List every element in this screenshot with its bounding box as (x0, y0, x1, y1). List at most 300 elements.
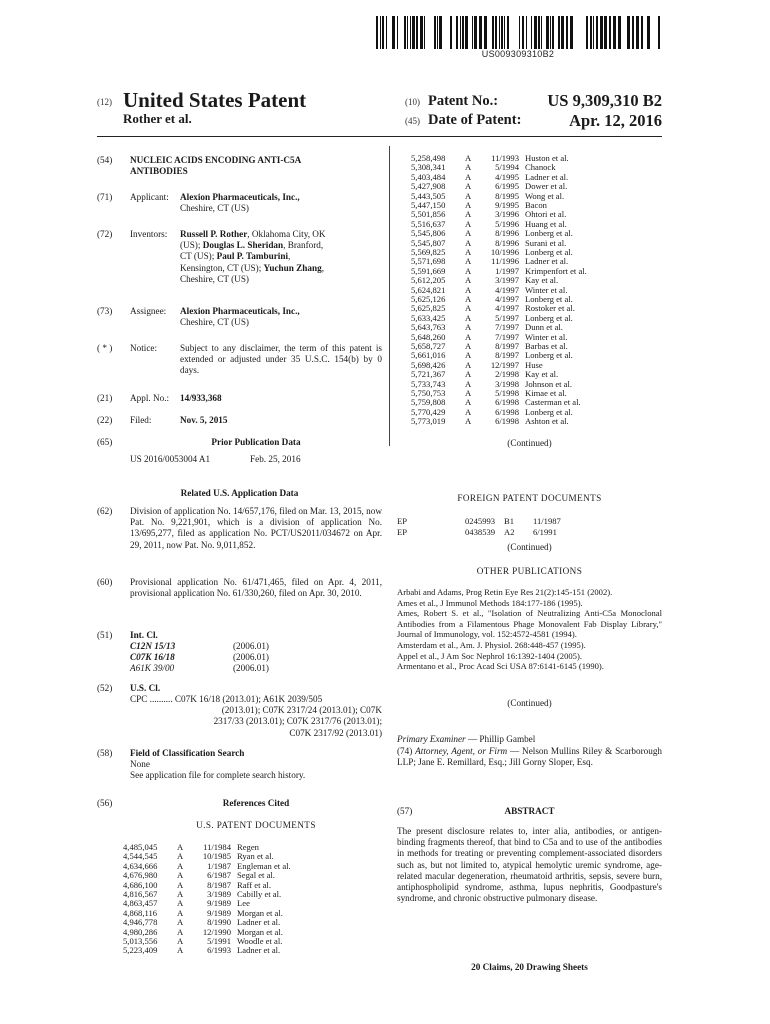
barcode-bar (546, 16, 549, 49)
ref-date: 5/1998 (495, 388, 519, 398)
foreign-number: 0245993 (465, 516, 496, 526)
publication-entry: Ames, Robert S. et al., "Isolation of Neutralizing Anti-C5a Monoclonal Antibodies from a Filamentous Phage Monovalent Fab Display Library," Journal of Immunology, vol. 152:4572-4581 (1994). (397, 608, 662, 640)
ref-number: 5,770,429 (411, 406, 446, 417)
ref-date: 3/1997 (495, 275, 519, 286)
ref-inventor: Rostoker et al. (525, 303, 575, 314)
barcode-bar (613, 16, 616, 49)
field-label: Inventors: (130, 229, 168, 239)
ref-date: 8/1997 (495, 350, 519, 361)
ref-date: 10/1985 (202, 851, 231, 862)
ref-date: 8/1990 (207, 917, 231, 928)
ref-kind: A (177, 926, 184, 937)
ref-number: 5,013,556 (123, 936, 158, 946)
attorney-agent (397, 746, 662, 768)
claims-summary: 20 Claims, 20 Drawing Sheets (471, 962, 588, 972)
barcode-bar (550, 16, 551, 49)
ref-kind: A (465, 209, 472, 220)
ref-kind: A (465, 162, 472, 173)
foreign-date: 6/1991 (533, 526, 557, 537)
int-cl-class: C07K 16/18 (130, 652, 175, 663)
ref-kind: A (465, 200, 472, 210)
kind-code-10: (10) (405, 97, 420, 107)
ref-date: 9/1995 (495, 200, 519, 210)
ref-number: 5,403,484 (411, 171, 446, 182)
search-label: Field of Classification Search (130, 748, 245, 758)
ref-date: 12/1990 (202, 926, 231, 937)
foreign-country: EP (397, 526, 408, 537)
ref-date: 8/1997 (495, 341, 519, 351)
foreign-doc-row (397, 516, 662, 527)
ref-number: 5,612,205 (411, 275, 446, 286)
prior-pub-date: Feb. 25, 2016 (250, 454, 301, 464)
ref-kind: A (465, 388, 472, 398)
ref-date: 11/1984 (203, 842, 231, 852)
barcode-bar (558, 16, 560, 49)
barcode-bar (462, 16, 464, 49)
publication-entry: Appel et al., J Am Soc Nephrol 16:1392-1404 (2005). (397, 650, 582, 661)
us-patent-docs-heading: U.S. PATENT DOCUMENTS (196, 820, 316, 830)
ref-kind: A (465, 359, 472, 370)
ref-number: 5,661,016 (411, 350, 446, 361)
foreign-kind: B1 (504, 516, 515, 526)
other-publications-list (397, 587, 662, 672)
ref-number: 5,308,341 (411, 162, 446, 173)
foreign-number: 0438539 (465, 526, 496, 537)
barcode-bar (382, 16, 384, 49)
ref-kind: A (177, 889, 184, 899)
field-code: (73) (97, 306, 113, 316)
invention-title (130, 155, 301, 177)
patent-number: US 9,309,310 B2 (547, 91, 662, 110)
field-code: (56) (97, 798, 113, 808)
ref-date: 8/1987 (207, 879, 231, 890)
field-label: Appl. No.: (130, 393, 170, 403)
ref-number: 5,648,260 (411, 331, 446, 342)
ref-kind: A (465, 284, 472, 295)
foreign-date: 11/1987 (533, 516, 561, 526)
ref-date: 10/1996 (490, 247, 519, 257)
kind-code-12: (12) (97, 97, 112, 107)
attorney-text: — Nelson Mullins Riley & Scarborough LLP; Jane E. Remillard, Esq.; Jill Gorny Sloper, Esq. (397, 746, 663, 768)
ref-inventor: Raff et al. (237, 879, 271, 890)
field-code: (71) (97, 192, 113, 202)
assignee-location: Cheshire, CT (US) (180, 317, 249, 328)
barcode-bar (632, 16, 634, 49)
ref-kind: A (465, 181, 472, 192)
ref-kind: A (465, 406, 472, 417)
barcode-bar (526, 16, 527, 49)
ref-number: 5,698,426 (411, 359, 446, 370)
ref-kind: A (465, 256, 472, 267)
ref-date: 3/1998 (495, 378, 519, 389)
ref-date: 11/1996 (491, 256, 519, 267)
ref-date: 5/1996 (495, 218, 519, 229)
barcode-bar (504, 16, 505, 49)
inventor-name: Douglas L. Sheridan (202, 240, 284, 251)
ref-inventor: Morgan et al. (237, 926, 283, 937)
barcode-bar (507, 16, 509, 49)
ref-kind: A (465, 153, 472, 163)
ref-number: 5,633,425 (411, 312, 446, 323)
ref-number: 5,750,753 (411, 388, 446, 398)
barcode-bar (460, 16, 461, 49)
examiner-name: Phillip Gambel (479, 734, 536, 744)
invention-title-line: ANTIBODIES (130, 166, 188, 177)
inventor-location: , (321, 262, 324, 273)
search-none: None (130, 759, 150, 769)
prior-pub-number: US 2016/0053004 A1 (130, 454, 211, 464)
field-label: Applicant: (130, 192, 169, 202)
division-text: Division of application No. 14/657,176, filed on Mar. 13, 2015, now Pat. No. 9,221,901, which is a division of application No. 13/695,277, filed as application No. PCT/US2011/034672 on Apr. 29, 2011, now Pat. No. 9,011,852. (130, 506, 382, 550)
ref-number: 4,863,457 (123, 898, 158, 909)
examiner-dash: — (465, 734, 480, 744)
inventor-name: Russell P. Rother (180, 229, 248, 239)
barcode-bar (627, 16, 630, 49)
ref-kind: A (465, 265, 472, 276)
ref-number: 5,759,808 (411, 397, 446, 408)
ref-kind: A (465, 247, 472, 257)
ref-number: 5,571,698 (411, 256, 446, 267)
barcode-bar (538, 16, 540, 49)
related-heading: Related U.S. Application Data (180, 488, 299, 498)
patent-office-title: United States Patent (123, 88, 307, 112)
ref-kind: A (465, 237, 472, 248)
ref-number: 5,733,743 (411, 378, 446, 389)
barcode-bar (386, 16, 387, 49)
int-cl-version: (2006.01) (233, 663, 269, 674)
ref-date: 11/1993 (491, 153, 519, 163)
barcode-bar (380, 16, 381, 49)
ref-kind: A (177, 945, 184, 956)
ref-kind: A (465, 341, 472, 351)
examiner-label: Primary Examiner (397, 734, 466, 744)
barcode-bar (484, 16, 487, 49)
provisional-text: Provisional application No. 61/471,465, filed on Apr. 4, 2011, provisional application No. 61/330,260, filed on Apr. 30, 2010. (130, 577, 382, 599)
ref-number: 5,721,367 (411, 369, 446, 380)
patent-no-label: Patent No.: (428, 93, 499, 109)
int-cl-version: (2006.01) (233, 652, 269, 663)
ref-kind: A (465, 378, 472, 389)
ref-date: 1/1997 (495, 265, 519, 276)
ref-number: 5,258,498 (411, 153, 446, 163)
barcode-bar (392, 16, 395, 49)
barcode-bar (404, 16, 406, 49)
ref-inventor: Bacon (525, 200, 547, 210)
continued-note: (Continued) (507, 438, 552, 448)
patent-date: Apr. 12, 2016 (569, 111, 662, 130)
inventor-location: Kensington, CT (US); (180, 262, 264, 273)
ref-date: 7/1997 (495, 331, 519, 342)
publication-entry: Ames et al., J Immunol Methods 184:177-186 (1995). (397, 597, 583, 608)
ref-kind: A (177, 917, 184, 928)
barcode-bar (590, 16, 592, 49)
ref-inventor: Ladner et al. (525, 171, 569, 182)
ref-date: 5/1997 (495, 312, 519, 323)
ref-kind: A (177, 907, 184, 918)
field-code: (60) (97, 577, 113, 587)
ref-inventor: Kay et al. (525, 369, 559, 380)
barcode-number: US009309310B2 (481, 49, 555, 59)
search-history: See application file for complete search history. (130, 770, 306, 780)
ref-number: 5,427,908 (411, 181, 446, 192)
ref-inventor: Lee (237, 898, 250, 909)
barcode-bar (618, 16, 621, 49)
foreign-country: EP (397, 516, 408, 526)
barcode-bar (465, 16, 468, 49)
barcode-bar (439, 16, 442, 49)
cpc-line: (2013.01); C07K 2317/24 (2013.01); C07K (221, 705, 382, 716)
barcode-bar (658, 16, 660, 49)
ref-inventor: Lonberg et al. (525, 228, 573, 239)
ref-inventor: Lonberg et al. (525, 406, 573, 417)
column-divider (389, 146, 390, 446)
abstract-heading: ABSTRACT (504, 806, 555, 816)
ref-number: 5,447,150 (411, 200, 446, 210)
ref-inventor: Lonberg et al. (525, 294, 573, 304)
ref-number: 5,545,807 (411, 237, 446, 248)
applicant-name: Alexion Pharmaceuticals, Inc., (180, 192, 300, 202)
date-label: Date of Patent: (428, 112, 522, 128)
ref-date: 6/1993 (207, 945, 231, 956)
barcode-bar (397, 16, 398, 49)
barcode-bar (636, 16, 639, 49)
ref-inventor: Huston et al. (525, 153, 569, 163)
inventor-location: (US); (180, 240, 203, 251)
barcode-bar (522, 16, 524, 49)
field-code: (65) (97, 437, 113, 447)
header-rule (97, 136, 662, 137)
barcode-bar (561, 16, 564, 49)
barcode-bar (641, 16, 643, 49)
ref-date: 8/1996 (495, 237, 519, 248)
inventor-location: , (288, 251, 291, 262)
field-code: (62) (97, 506, 113, 516)
ref-inventor: Johnson et al. (525, 378, 573, 389)
continued-note: (Continued) (507, 698, 552, 708)
ref-inventor: Ashton et al. (525, 416, 569, 427)
cpc-line: C07K 2317/92 (2013.01) (289, 727, 382, 738)
ref-inventor: Dunn et al. (525, 322, 563, 333)
ref-number: 5,223,409 (123, 945, 158, 956)
field-code: (74) (397, 746, 413, 756)
inventor-short: Rother et al. (123, 111, 192, 126)
ref-date: 3/1989 (207, 889, 231, 899)
barcode-bar (593, 16, 594, 49)
barcode-bar (472, 16, 473, 49)
other-publications-heading: OTHER PUBLICATIONS (476, 566, 583, 576)
ref-kind: A (465, 350, 472, 361)
cpc-line: 2317/33 (2013.01); C07K 2317/76 (2013.01); (213, 716, 382, 727)
filed-date: Nov. 5, 2015 (180, 415, 228, 425)
ref-inventor: Lonberg et al. (525, 350, 573, 361)
ref-kind: A (465, 275, 472, 286)
ref-date: 6/1998 (495, 406, 519, 417)
int-cl-version: (2006.01) (233, 641, 269, 651)
ref-inventor: Barbas et al. (525, 341, 568, 351)
ref-number: 5,625,825 (411, 303, 446, 314)
ref-inventor: Casterman et al. (525, 397, 581, 408)
ref-number: 4,686,100 (123, 879, 158, 890)
field-code: (54) (97, 155, 113, 165)
barcode-bar (492, 16, 494, 49)
ref-inventor: Engleman et al. (237, 860, 291, 871)
barcode-bar (531, 16, 532, 49)
barcode-bar (570, 16, 573, 49)
ref-kind: A (177, 936, 184, 946)
barcode-bar (609, 16, 611, 49)
inventor-location: Cheshire, CT (US) (180, 273, 249, 284)
ref-kind: A (465, 397, 472, 408)
ref-kind: A (465, 322, 472, 333)
int-cl-label: Int. Cl. (130, 630, 158, 640)
barcode-bar (424, 16, 425, 49)
barcode-bar (541, 16, 542, 49)
cpc-line: CPC .......... C07K 16/18 (2013.01); A61K 2039/505 (130, 694, 323, 704)
barcode-bar (420, 16, 423, 49)
barcode-bar (412, 16, 415, 49)
ref-date: 6/1987 (207, 870, 231, 881)
inventor-location: , Branford, (283, 240, 324, 251)
ref-number: 5,516,637 (411, 218, 446, 229)
ref-number: 4,634,666 (123, 860, 158, 871)
ref-inventor: Regen (237, 842, 259, 852)
ref-date: 7/1997 (495, 322, 519, 333)
barcode-bar (474, 16, 477, 49)
ref-date: 8/1996 (495, 228, 519, 239)
field-code: (57) (397, 806, 413, 816)
us-cl-label: U.S. Cl. (130, 683, 161, 693)
ref-inventor: Ladner et al. (525, 256, 569, 267)
field-code: (58) (97, 748, 113, 758)
ref-inventor: Ladner et al. (237, 945, 281, 956)
barcode-bar (552, 16, 554, 49)
ref-kind: A (465, 331, 472, 342)
ref-number: 4,816,567 (123, 889, 158, 899)
ref-date: 3/1996 (495, 209, 519, 220)
ref-number: 4,676,980 (123, 870, 158, 881)
field-code: (52) (97, 683, 113, 693)
ref-date: 1/1987 (207, 860, 231, 871)
primary-examiner (397, 734, 662, 745)
ref-number: 4,868,116 (123, 907, 158, 918)
inventor-location: , Oklahoma City, OK (247, 229, 326, 239)
barcode-bar (410, 16, 411, 49)
ref-number: 5,658,727 (411, 341, 446, 351)
ref-inventor: Lonberg et al. (525, 247, 573, 257)
ref-inventor: Cabilly et al. (237, 889, 282, 899)
ref-kind: A (465, 416, 472, 427)
barcode-image (376, 16, 660, 49)
ref-kind: A (177, 851, 184, 862)
barcode-bar (586, 16, 588, 49)
ref-kind: A (465, 218, 472, 229)
ref-kind: A (465, 369, 472, 380)
ref-date: 4/1997 (495, 294, 519, 304)
field-code: ( * ) (97, 343, 113, 353)
foreign-docs-list (397, 516, 662, 537)
ref-date: 5/1994 (495, 162, 519, 173)
ref-inventor: Ohtori et al. (525, 209, 567, 220)
barcode-bar (499, 16, 500, 49)
foreign-kind: A2 (504, 526, 515, 537)
barcode-bar (519, 16, 520, 49)
barcode-bar (407, 16, 408, 49)
ref-number: 5,569,825 (411, 247, 446, 257)
ref-kind: A (465, 190, 472, 201)
foreign-docs-heading: FOREIGN PATENT DOCUMENTS (457, 493, 602, 503)
field-code: (22) (97, 415, 113, 425)
barcode-bar (437, 16, 438, 49)
ref-inventor: Wong et al. (525, 190, 565, 201)
inventor-name: Yuchun Zhang (263, 262, 322, 273)
barcode-bar (416, 16, 418, 49)
ref-kind: A (465, 303, 472, 314)
int-cl-class: C12N 15/13 (130, 641, 176, 651)
ref-number: 5,591,669 (411, 265, 446, 276)
ref-date: 4/1995 (495, 171, 519, 182)
ref-inventor: Winter et al. (525, 331, 568, 342)
ref-kind: A (177, 898, 184, 909)
ref-date: 2/1998 (495, 369, 519, 380)
ref-date: 8/1995 (495, 190, 519, 201)
ref-inventor: Krimpenfort et al. (525, 265, 587, 276)
assignee-name: Alexion Pharmaceuticals, Inc., (180, 306, 300, 316)
ref-kind: A (465, 171, 472, 182)
publication-entry: Armentano et al., Proc Acad Sci USA 87:6141-6145 (1990). (397, 661, 604, 672)
ref-kind: A (465, 228, 472, 239)
ref-kind: A (177, 870, 184, 881)
barcode-bar (495, 16, 497, 49)
barcode-bar (501, 16, 503, 49)
int-cl-class: A61K 39/00 (130, 663, 175, 674)
notice-text: Subject to any disclaimer, the term of this patent is extended or adjusted under 35 U.S.C. 154(b) by 0 days. (180, 343, 382, 376)
attorney-label: Attorney, Agent, or Firm (415, 746, 508, 756)
continued-note: (Continued) (507, 542, 552, 552)
publication-entry: Amsterdam et al., Am. J. Physiol. 268:448-457 (1995). (397, 639, 586, 650)
ref-inventor: Huang et al. (525, 218, 567, 229)
field-code: (21) (97, 393, 113, 403)
ref-number: 5,625,126 (411, 294, 446, 304)
ref-date: 9/1989 (207, 907, 231, 918)
ref-date: 6/1998 (495, 397, 519, 408)
barcode-bar (600, 16, 603, 49)
ref-kind: A (465, 294, 472, 304)
ref-number: 4,544,545 (123, 851, 158, 862)
ref-number: 5,443,505 (411, 190, 446, 201)
ref-number: 5,643,763 (411, 322, 446, 333)
barcode-bar (434, 16, 436, 49)
ref-date: 4/1997 (495, 303, 519, 314)
inventor-name: Paul P. Tamburini (216, 251, 288, 262)
inventor-location: CT (US); (180, 251, 217, 262)
ref-inventor: Dower et al. (525, 181, 568, 192)
ref-number: 4,946,778 (123, 917, 158, 928)
ref-inventor: Winter et al. (525, 284, 568, 295)
applicant-location: Cheshire, CT (US) (180, 203, 249, 214)
abstract-text: The present disclosure relates to, inter alia, antibodies, or antigen-binding fragments thereof, that bind to C5a and to use of the antibodies in methods for treating or preventing complement-associated disorders such as, but not limited to, atypical hemolytic uremic syndrome, age-related macular degeneration, rheumatoid arthritis, sepsis, severe burn, antiphospholipid syndrome, asthma, lupus nephritis, Goodpasture's syndrome, and chronic obstructive pulmonary disease. (397, 826, 662, 904)
field-label: Filed: (130, 415, 152, 425)
ref-date: 4/1997 (495, 284, 519, 295)
barcode-bar (479, 16, 482, 49)
ref-date: 12/1997 (490, 359, 519, 370)
ref-inventor: Ryan et al. (237, 851, 274, 862)
barcode (376, 16, 660, 60)
ref-inventor: Segal et al. (237, 870, 275, 881)
barcode-bar (376, 16, 378, 49)
kind-code-45: (45) (405, 116, 420, 126)
ref-date: 9/1989 (207, 898, 231, 909)
ref-number: 4,980,286 (123, 926, 158, 937)
